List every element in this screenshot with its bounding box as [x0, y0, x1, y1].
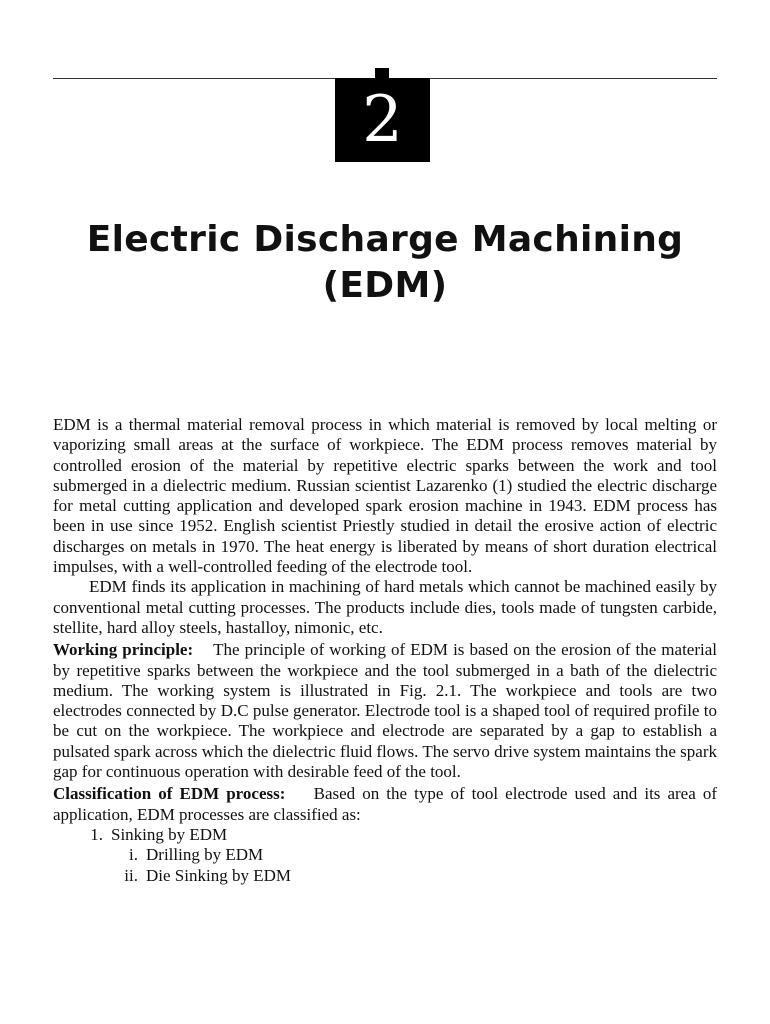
classification-text: Based on the type of tool electrode used and its area of application, EDM processes are classified as:: [53, 784, 717, 824]
list-item: [53, 866, 717, 886]
classification-heading: Classification of EDM process:: [53, 784, 286, 804]
list-item-text: Drilling by EDM: [146, 845, 264, 865]
list-item-number: 1.: [90, 824, 103, 844]
chapter-title-line2: (EDM): [322, 265, 448, 306]
classification-paragraph: [53, 784, 717, 825]
intro-paragraph: EDM is a thermal material removal process in which material is removed by local melting or vaporizing small areas at the surface of workpiece. The EDM process removes material by controlled erosion of the material by repetitive electric sparks between the work and tool submerged in a dielectric medium. Russian scientist Lazarenko (1) studied the electric discharge for metal cutting application and developed spark erosion machine in 1943. EDM process has been in use since 1952. English scientist Priestly studied in detail the erosive action of electric discharges on metals in 1970. The heat energy is liberated by means of short duration electrical impulses, with a well-controlled feeding of the electrode tool.: [53, 415, 717, 577]
working-principle-text: The principle of working of EDM is based on the erosion of the material by repetitive sparks between the workpiece and the tool submerged in a bath of the dielectric medium. The working system is illustrated in Fig. 2.1. The workpiece and tools are two electrodes connected by D.C pulse generator. Electrode tool is a shaped tool of required profile to be cut on the workpiece. The workpiece and electrode are separated by a gap to establish a pulsated spark across which the dielectric fluid flows. The servo drive system maintains the spark gap for continuous operation with desirable feed of the tool.: [53, 640, 717, 782]
list-item-text: Die Sinking by EDM: [146, 865, 291, 885]
chapter-number: 2: [362, 83, 403, 157]
application-paragraph: EDM finds its application in machining of hard metals which cannot be machined easily by conventional metal cutting processes. The products include dies, tools made of tungsten carbide, stellite, hard alloy steels, hastalloy, nimonic, etc.: [53, 577, 717, 637]
chapter-title-line1: Electric Discharge Machining: [86, 219, 684, 260]
list-item-number: i.: [129, 845, 138, 865]
chapter-number-box: [335, 78, 430, 162]
chapter-body: [53, 415, 717, 886]
list-item-text: Sinking by EDM: [111, 824, 228, 844]
working-principle-paragraph: [53, 640, 717, 782]
chapter-title: [40, 217, 730, 309]
list-item-number: ii.: [124, 865, 138, 885]
classification-list: [53, 825, 717, 886]
list-item: [53, 845, 717, 865]
working-principle-heading: Working principle:: [53, 640, 194, 660]
list-item: [53, 825, 717, 845]
